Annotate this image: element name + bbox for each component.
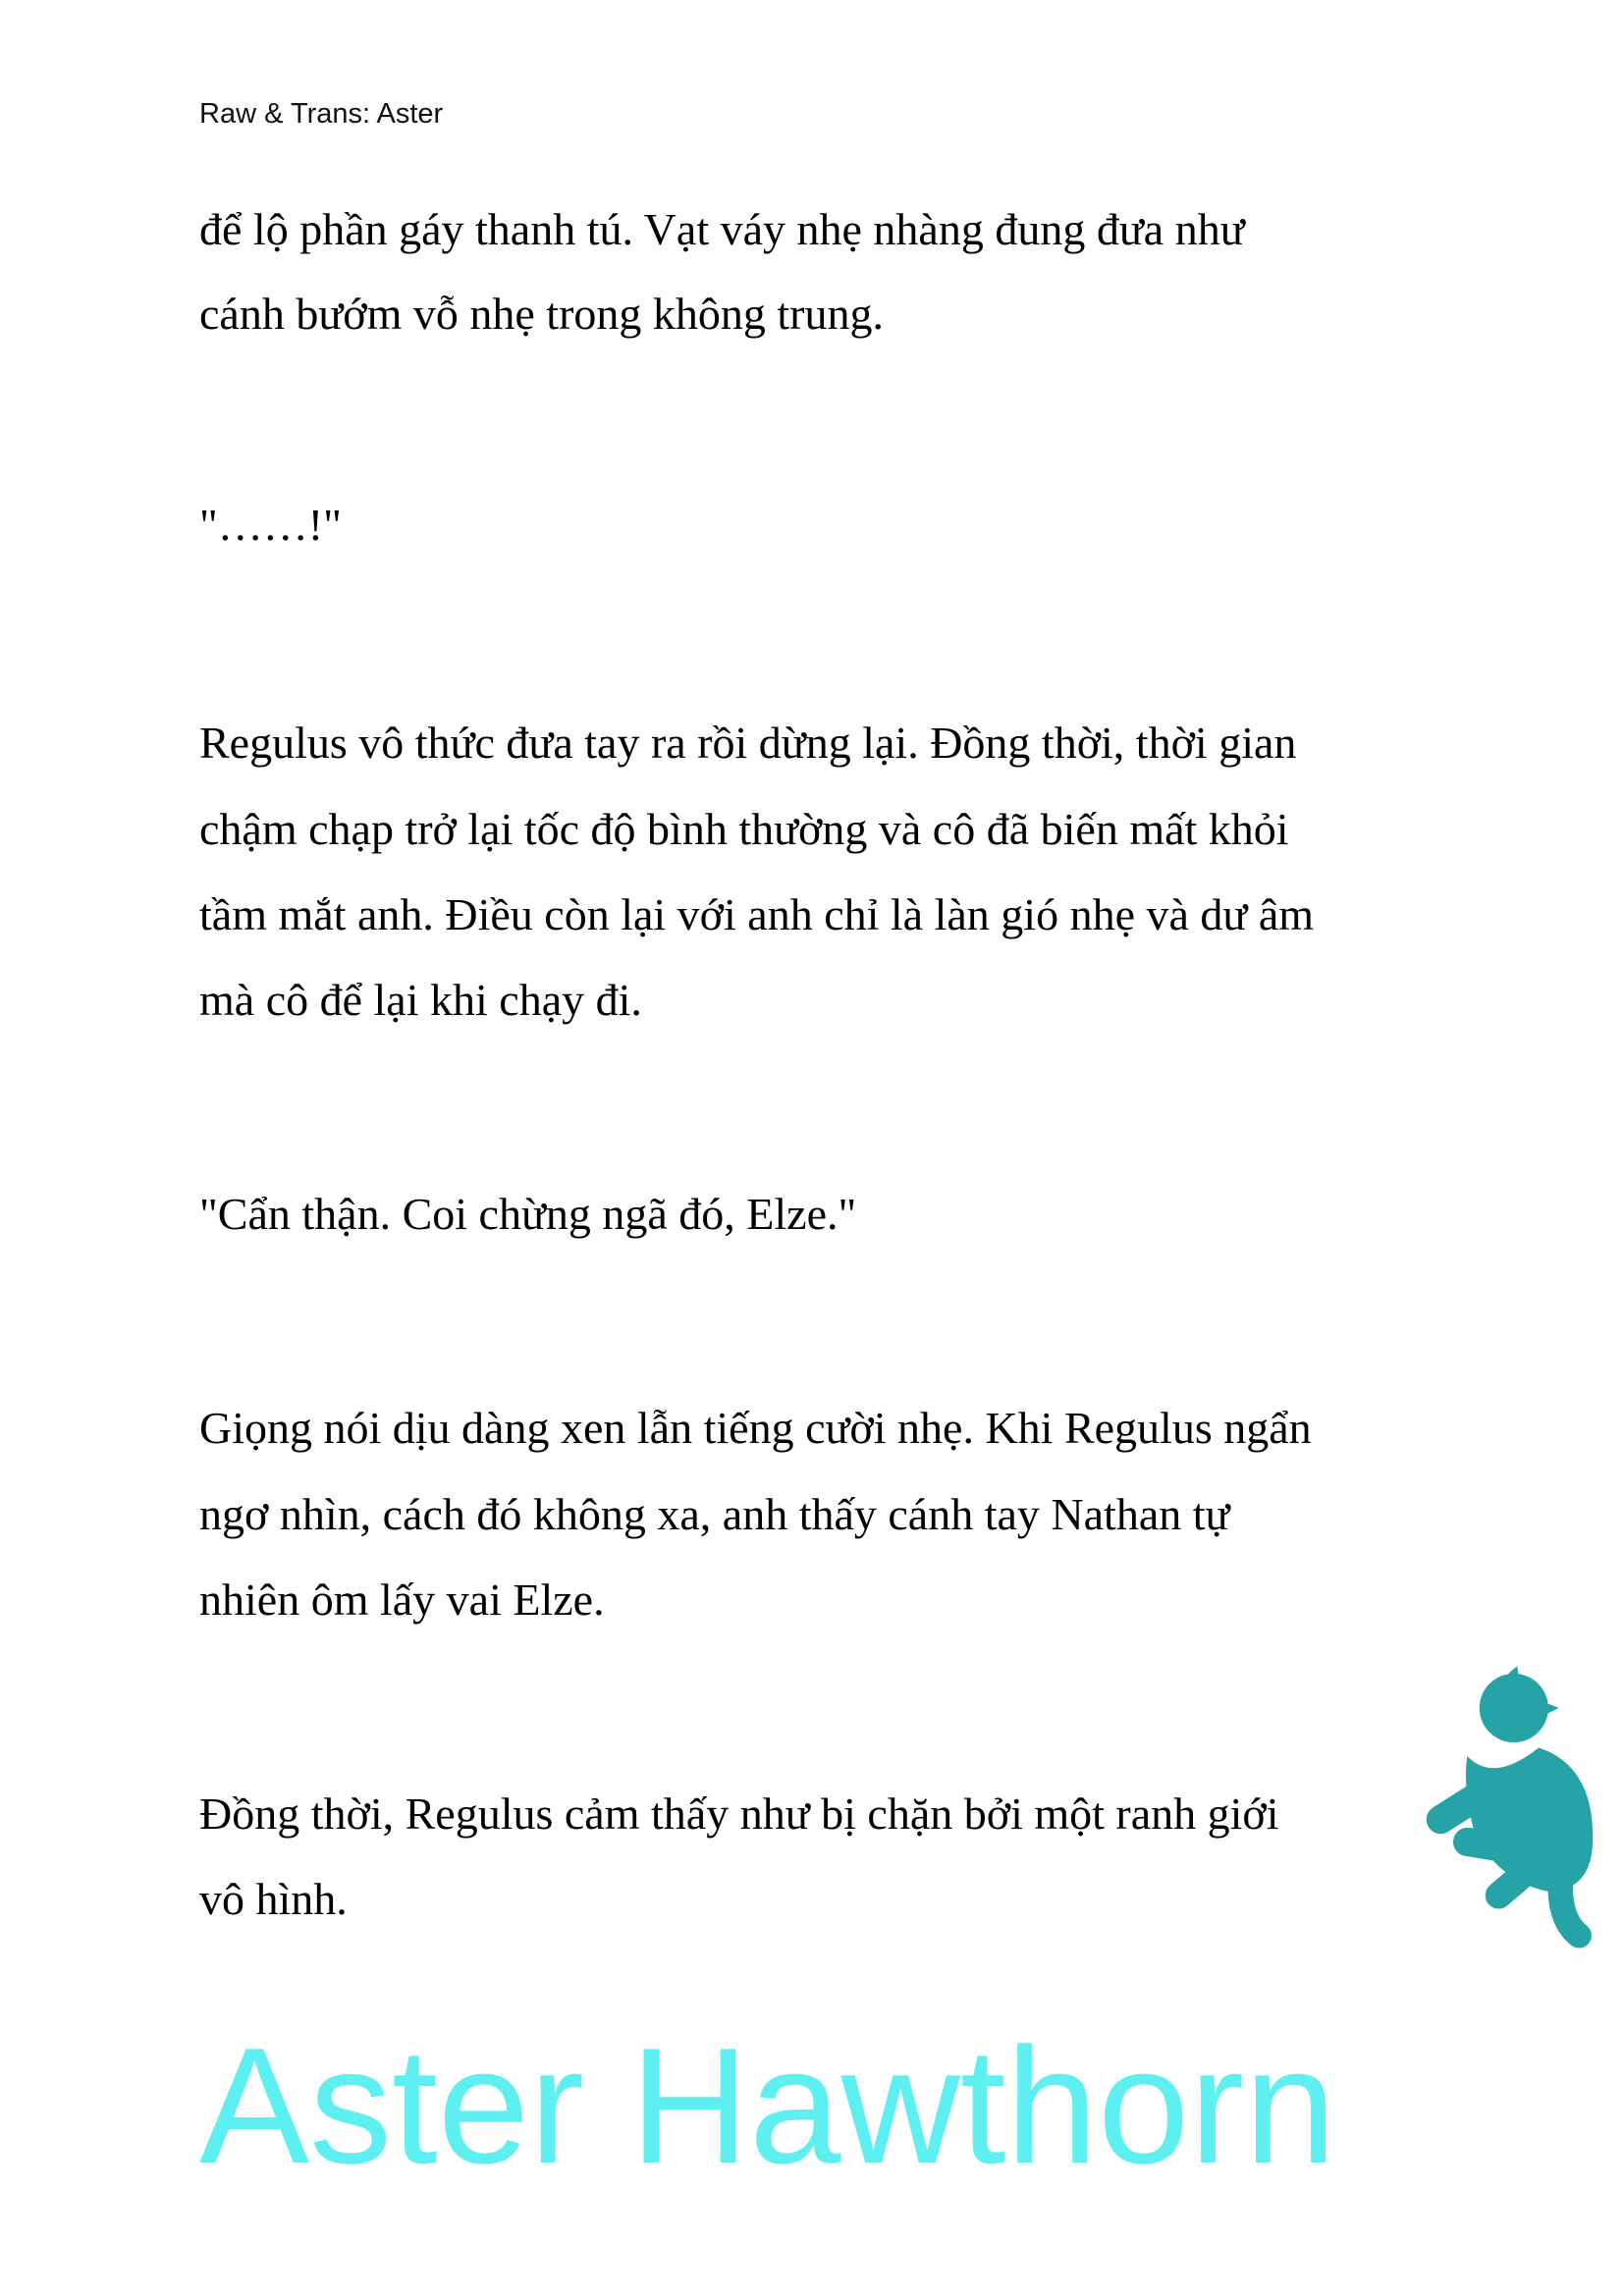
text-line: chậm chạp trở lại tốc độ bình thường và cô đã biến mất khỏi	[199, 804, 1289, 854]
translator-credit: Raw & Trans: Aster	[199, 98, 444, 130]
text-line: "……!"	[199, 500, 342, 550]
text-line: Giọng nói dịu dàng xen lẫn tiếng cười nhẹ. Khi Regulus ngẩn	[199, 1403, 1312, 1453]
text-line: tầm mắt anh. Điều còn lại với anh chỉ là làn gió nhẹ và dư âm	[199, 889, 1315, 939]
text-line: "Cẩn thận. Coi chừng ngã đó, Elze."	[199, 1189, 857, 1239]
text-line: vô hình.	[199, 1874, 348, 1924]
watermark-text: Aster Hawthorn	[199, 2013, 1336, 2198]
text-line: Đồng thời, Regulus cảm thấy như bị chặn bởi một ranh giới	[199, 1789, 1279, 1839]
text-line: mà cô để lại khi chạy đi.	[199, 975, 642, 1025]
text-line: nhiên ôm lấy vai Elze.	[199, 1575, 605, 1625]
text-line: Regulus vô thức đưa tay ra rồi dừng lại. Đồng thời, thời gian	[199, 718, 1297, 768]
text-line: để lộ phần gáy thanh tú. Vạt váy nhẹ nhàng đung đưa như	[199, 204, 1245, 254]
text-line: cánh bướm vỗ nhẹ trong không trung.	[199, 289, 884, 339]
text-line: ngơ nhìn, cách đó không xa, anh thấy cánh tay Nathan tự	[199, 1489, 1230, 1539]
cat-logo-icon	[1414, 1659, 1610, 1953]
